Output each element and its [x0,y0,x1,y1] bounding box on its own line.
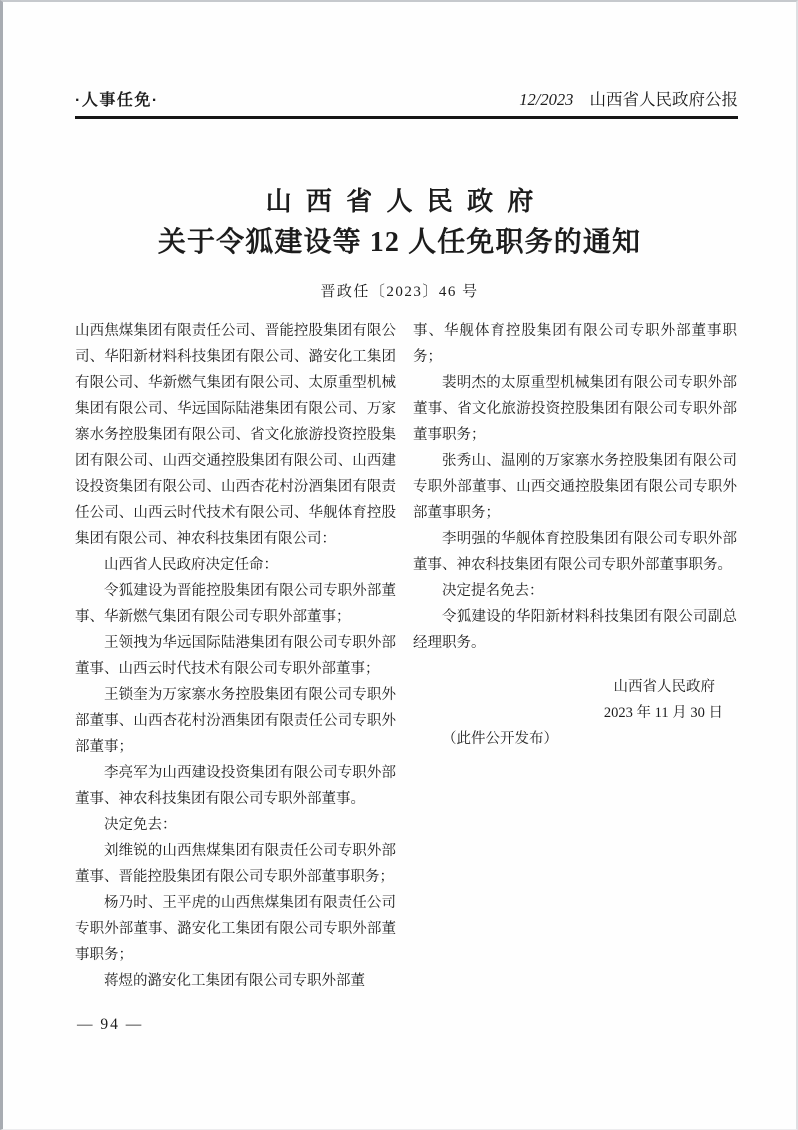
body-paragraph: 王领拽为华远国际陆港集团有限公司专职外部董事、山西云时代技术有限公司专职外部董事； [75,635,396,677]
section-label: ·人事任免· [75,92,159,109]
body-paragraph: 李亮军为山西建设投资集团有限公司专职外部董事、神农科技集团有限公司专职外部董事。 [75,765,396,807]
body-paragraph: 王锁奎为万家寨水务控股集团有限公司专职外部董事、山西杏花村汾酒集团有限责任公司专职外部董事； [75,687,396,755]
document-title-line2: 关于令狐建设等 12 人任免职务的通知 [157,227,642,258]
body-paragraph: 令狐建设为晋能控股集团有限公司专职外部董事、华新燃气集团有限公司专职外部董事； [75,583,396,625]
document-number: 晋政任〔2023〕46 号 [320,284,479,300]
body-paragraph: 杨乃时、王平虎的山西焦煤集团有限责任公司专职外部董事、潞安化工集团有限公司专职外部董事职务； [75,895,396,963]
left-paragraphs [75,318,396,994]
body-column-left [75,318,396,994]
page-header [75,86,738,110]
issue-number: 12/2023 [519,90,574,109]
right-paragraphs [413,318,737,656]
body-paragraph: 山西省人民政府决定任命： [104,557,278,573]
body-paragraph: 张秀山、温刚的万家寨水务控股集团有限公司专职外部董事、山西交通控股集团有限公司专职外部董事职务； [413,453,737,521]
body-paragraph: 决定免去： [104,817,177,833]
body-paragraph: 决定提名免去： [442,583,544,599]
masthead [519,86,738,110]
body-paragraph: 事、华舰体育控股集团有限公司专职外部董事职务； [413,323,737,365]
body-paragraph: 蒋煜的潞安化工集团有限公司专职外部董 [104,973,365,989]
body-paragraph: 山西焦煤集团有限责任公司、晋能控股集团有限公司、华阳新材料科技集团有限公司、潞安化工集团有限公司、华新燃气集团有限公司、太原重型机械集团有限公司、华远国际陆港集团有限公司、万家寨水务控股集团有限公司、省文化旅游投资控股集团有限公司、山西交通控股集团有限公司、山西建设投资集团有限公司、山西杏花村汾酒集团有限责任公司、山西云时代技术有限公司、华舰体育控股集团有限公司、神农科技集团有限公司： [75,323,396,547]
body-paragraph: 李明强的华舰体育控股集团有限公司专职外部董事、神农科技集团有限公司专职外部董事职务。 [413,531,737,573]
document-title-line1: 山西省人民政府 [265,187,548,216]
signature-agency: 山西省人民政府 [613,679,715,695]
body-column-right [413,318,737,752]
body-paragraph: 裴明杰的太原重型机械集团有限公司专职外部董事、省文化旅游投资控股集团有限公司专职外部董事职务； [413,375,737,443]
page-number: — 94 — [77,1016,144,1033]
signature-date: 2023 年 11 月 30 日 [603,705,723,721]
publication-name: 山西省人民政府公报 [589,90,738,109]
header-rule [75,116,738,119]
publication-note: （此件公开发布） [442,731,558,747]
body-paragraph: 刘维锐的山西焦煤集团有限责任公司专职外部董事、晋能控股集团有限公司专职外部董事职务； [75,843,396,885]
body-paragraph: 令狐建设的华阳新材料科技集团有限公司副总经理职务。 [413,609,737,651]
